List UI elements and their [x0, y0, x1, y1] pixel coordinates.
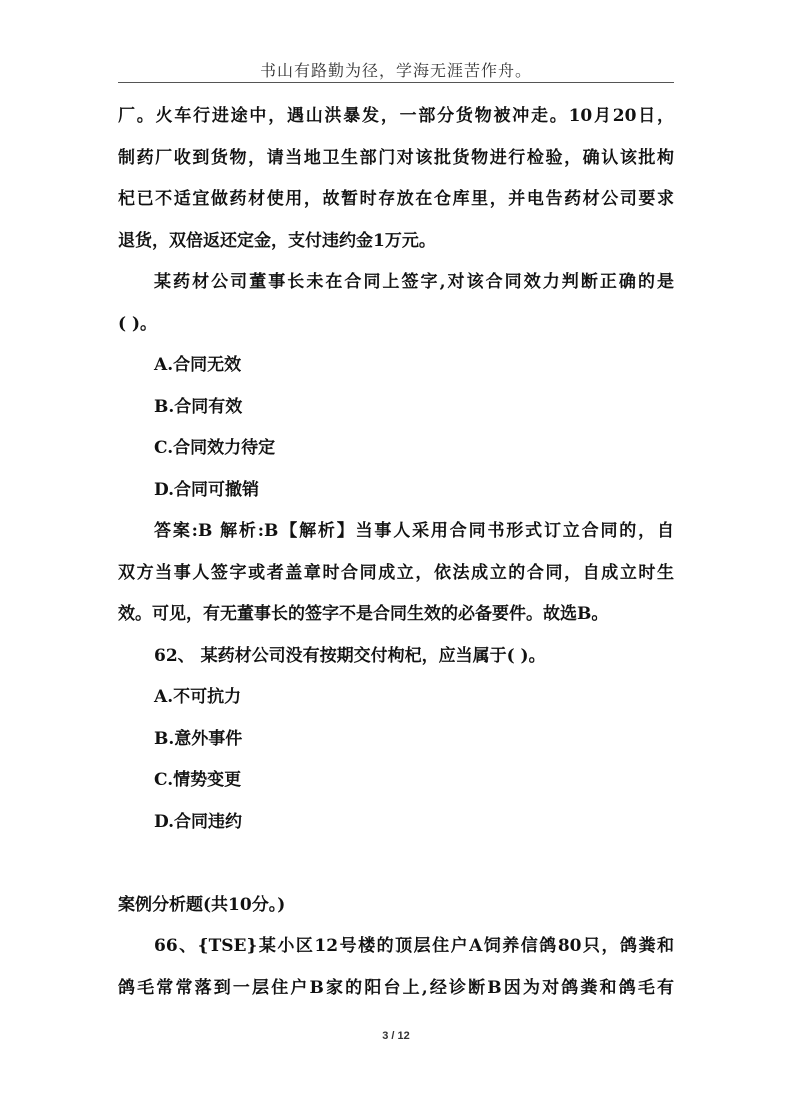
question-61-stem: 某药材公司董事长未在合同上签字,对该合同效力判断正确的是 — [154, 272, 674, 292]
question-66-text: 66、{TSE}某小区12号楼的顶层住户A饲养信鸽80只，鸽粪和 — [154, 936, 674, 956]
paragraph-gap — [118, 843, 674, 885]
case-text-line: 制药厂收到货物，请当地卫生部门对该批货物进行检验，确认该批枸 — [118, 147, 674, 168]
question-61-option-c: C.合同效力待定 — [154, 438, 276, 458]
case-text-line: 退货，双倍返还定金，支付违约金1万元。 — [118, 230, 436, 251]
header-divider — [118, 82, 674, 83]
question-61-option-a: A.合同无效 — [154, 355, 242, 375]
document-body — [118, 96, 674, 1009]
question-61-answer: 答案:B 解析:B【解析】当事人采用合同书形式订立合同的，自 — [154, 521, 674, 541]
section-title: 案例分析题(共10分。) — [118, 894, 286, 915]
question-61-answer: 效。可见，有无董事长的签字不是合同生效的必备要件。故选B。 — [118, 604, 609, 624]
question-62-option-b: B.意外事件 — [154, 728, 243, 749]
case-text-line: 杞已不适宜做药材使用，故暂时存放在仓库里，并电告药材公司要求 — [118, 189, 674, 209]
case-text-line: 厂。火车行进途中，遇山洪暴发，一部分货物被冲走。10月20日， — [118, 106, 674, 126]
question-62-stem: 62、 某药材公司没有按期交付枸杞，应当属于( )。 — [154, 645, 546, 666]
question-66-text: 鸽毛常常落到一层住户B家的阳台上,经诊断B因为对鸽粪和鸽毛有 — [118, 977, 674, 998]
question-62-option-d: D.合同违约 — [154, 811, 243, 832]
question-61-answer: 双方当事人签字或者盖章时合同成立，依法成立的合同，自成立时生 — [118, 562, 674, 583]
page-number: 3 / 12 — [382, 1030, 410, 1042]
question-62-option-c: C.情势变更 — [154, 770, 242, 790]
question-61-option-b: B.合同有效 — [154, 396, 243, 417]
question-61-stem-end: ( )。 — [118, 313, 158, 334]
page-header-motto: 书山有路勤为径，学海无涯苦作舟。 — [259, 61, 532, 80]
question-61-option-d: D.合同可撤销 — [154, 479, 260, 500]
question-62-option-a: A.不可抗力 — [154, 687, 242, 707]
